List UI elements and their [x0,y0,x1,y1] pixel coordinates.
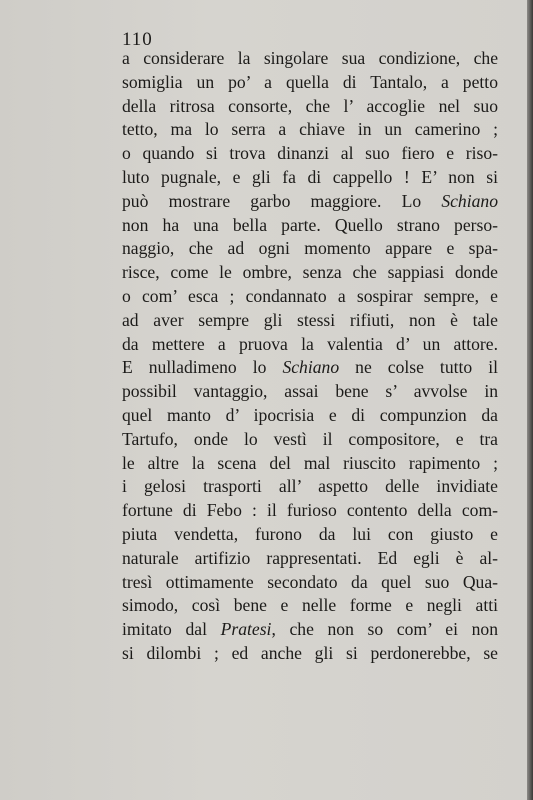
text-line [122,118,498,142]
text-line [122,95,498,119]
text-segment: tresì ottimamente secondato da quel suo Qua- [122,571,498,592]
text-segment: simodo, così bene e nelle forme e negli atti [122,595,498,616]
text-line [122,618,498,642]
text-segment: ad aver sempre gli stessi rifiuti, non è tale [122,309,498,330]
text-segment: fortune di Febo : il furioso contento della com- [122,500,498,521]
text-line [122,71,498,95]
page-edge-shadow [527,0,533,800]
text-segment: i gelosi trasporti all’ aspetto delle invidiate [122,476,498,497]
text-segment: Tartufo, onde lo vestì il compositore, e tra [122,428,498,449]
text-segment: o quando si trova dinanzi al suo fiero e riso- [122,143,498,164]
text-line [122,452,498,476]
page-number: 110 [122,29,153,50]
text-line [122,594,498,618]
text-segment: ne colse tutto il [339,357,498,378]
text-segment: naggio, che ad ogni momento appare e spa- [122,238,498,259]
text-line [122,523,498,547]
text-segment: E nulladimeno lo [122,357,283,378]
text-line [122,237,498,261]
text-segment: , che non so com’ ei non [271,619,499,640]
text-line [122,166,498,190]
text-segment: le altre la scena del mal riuscito rapimento ; [122,452,498,473]
text-segment: quel manto d’ ipocrisia e di compunzion da [122,404,498,425]
text-segment: a considerare la singolare sua condizione, che [122,48,498,68]
text-line [122,333,498,357]
text-line [122,428,498,452]
text-segment: della ritrosa consorte, che l’ accoglie nel suo [122,95,498,116]
text-line [122,404,498,428]
text-line [122,261,498,285]
text-segment: non ha una bella parte. Quello strano perso- [122,214,498,235]
text-line [122,547,498,571]
text-line [122,190,498,214]
italic-name: Pratesi [220,619,272,640]
body-text [122,47,498,666]
text-line [122,214,498,238]
text-segment: può mostrare garbo maggiore. Lo [122,190,442,211]
text-line [122,309,498,333]
text-segment: piuta vendetta, furono da lui con giusto e [122,523,498,544]
text-line [122,499,498,523]
text-line [122,571,498,595]
text-line [122,285,498,309]
text-segment: somiglia un po’ a quella di Tantalo, a petto [122,71,498,92]
text-segment: o com’ esca ; condannato a sospirar sempre, e [122,285,498,306]
text-line [122,356,498,380]
text-line [122,475,498,499]
text-line [122,380,498,404]
text-segment: tetto, ma lo serra a chiave in un camerino ; [122,119,498,140]
text-segment: imitato dal [122,619,221,640]
text-line [122,642,498,666]
text-segment: possibil vantaggio, assai bene s’ avvolse in [122,381,498,402]
text-segment: risce, come le ombre, senza che sappiasi donde [122,262,498,283]
italic-name: Schiano [282,357,340,378]
text-line [122,47,498,71]
text-line [122,142,498,166]
text-segment: da mettere a pruova la valentia d’ un attore. [122,333,498,354]
text-segment: luto pugnale, e gli fa di cappello ! E’ non si [122,166,498,187]
text-segment: si dilombi ; ed anche gli si perdonerebbe, se [122,642,498,663]
italic-name: Schiano [441,190,498,211]
text-segment: naturale artifizio rappresentati. Ed egli è al- [122,547,498,568]
